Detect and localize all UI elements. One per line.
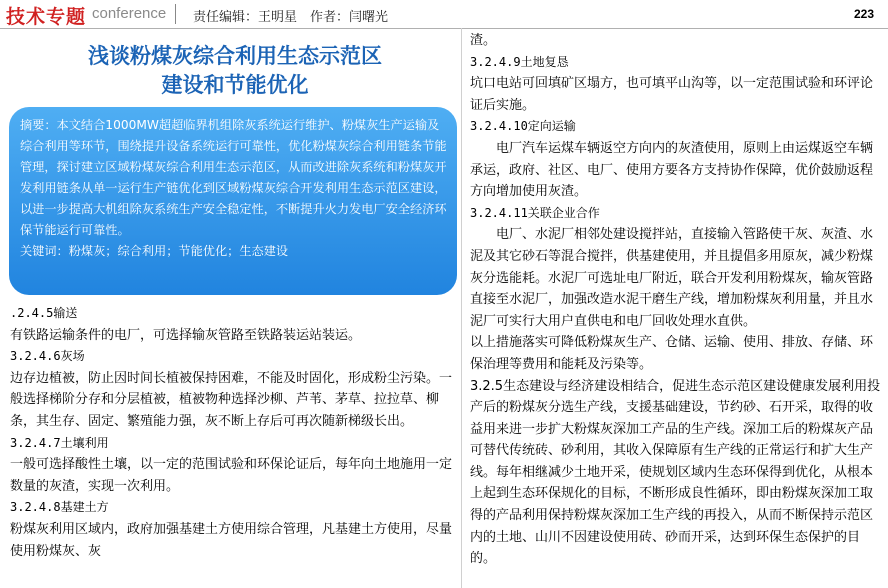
right-column: [470, 30, 882, 570]
column-brand-en: conference: [92, 5, 167, 22]
page-header: [0, 0, 888, 28]
section-heading: 3.2.4.11关联企业合作: [470, 205, 600, 220]
section-heading: 3.2.4.7土壤利用: [10, 435, 109, 450]
section-heading: .2.4.5输送: [10, 306, 78, 320]
column-brand: 技术专题: [6, 6, 87, 28]
column-divider: [461, 28, 462, 588]
page-number: 223: [853, 7, 874, 21]
title-line-1: 浅谈粉煤灰综合利用生态示范区: [88, 44, 382, 68]
header-rule: [0, 28, 888, 29]
section-heading: 3.2.4.8基建土方: [10, 500, 109, 515]
section-heading: 3.2.4.6灰场: [10, 349, 85, 364]
keywords: 关键词：粉煤灰；综合利用；节能优化；生态建设: [20, 244, 289, 258]
body-paragraph: 粉煤灰利用区域内，政府加强基建土方使用综合管理，凡基建土方使用，尽量使用粉煤灰、灰: [10, 521, 453, 559]
body-paragraph: 边存边植被，防止因时间长植被保持困难，不能及时固化，形成粉尘污染。一般选择梯阶分存和分层植被，植被物种选择沙柳、芦苇、茅草、拉拉草、柳条，其生存、固定、繁殖能力强，灰不断上存后可再次随新梯级长出。: [10, 370, 453, 429]
body-paragraph: 以上措施落实可降低粉煤灰生产、仓储、运输、使用、排放、存储、环保治理等费用和能耗及污染等。: [470, 335, 874, 372]
body-paragraph: 一般可选择酸性土壤，以一定的范围试验和环保论证后，每年向土地施用一定数量的灰渣，实现一次利用。: [10, 457, 453, 494]
header-divider: [175, 4, 176, 24]
body-paragraph: 3.2.5生态建设与经济建设相结合，促进生态示范区建设健康发展利用投产后的粉煤灰分选生产线，支援基础建设，节约砂、石开采，取得的收益用来进一步扩大粉煤灰深加工产品的生产线。深加工后的粉煤灰产品可替代传统砖、砂利用，其收入保障原有生产线的正常运行和扩大生产线。每年相继减少土地开采，使规划区域内生态环保得到优化，从根本上起到生态环保规化的目标，不断形成良性循环，即由粉煤灰深加工取得的产品利用保持粉煤灰深加工生产线的再投入，从而不断保持示范区内的土地、山川不因建设使用砖、砂而开采，达到环保生态保护的目的。: [470, 378, 881, 567]
abstract-box: [9, 107, 457, 295]
title-line-2: 建设和节能优化: [161, 73, 309, 97]
section-heading: 3.2.4.10定向运输: [470, 119, 576, 134]
body-paragraph: 电厂汽车运煤车辆返空方向内的灰渣使用，原则上由运煤返空车辆承运，政府、社区、电厂、使用方要各方支持协作保障，优价鼓励返程方向增加使用灰渣。: [470, 140, 874, 200]
body-paragraph: 有铁路运输条件的电厂，可选择输灰管路至铁路装运站装运。: [10, 327, 362, 343]
body-paragraph: 坑口电站可回填矿区塌方，也可填平山沟等，以一定范围试验和环评论证后实施。: [470, 76, 874, 113]
section-heading: 3.2.4.9土地复恳: [470, 54, 569, 69]
abstract-text: 摘要：本文结合1000MW超超临界机组除灰系统运行维护、粉煤灰生产运输及综合利用等环节，围绕提升设备系统运行可靠性，优化粉煤灰综合利用链条节能管理，探讨建立区域粉煤灰综合利用生态示范区，从而改进除灰系统和粉煤灰开发利用链条从单一运行生产链优化到区域粉煤灰综合开发利用生态示范区建设，以进一步提高大机组除灰系统生产安全稳定性，不断提升火力发电厂安全经济环保节能运行可靠性。: [20, 118, 447, 237]
body-paragraph: 电厂、水泥厂相邻处建设搅拌站，直接输入管路使干灰、灰渣、水泥及其它砂石等混合搅拌，供基建使用，并且提倡多用原灰，减少粉煤灰分选能耗。水泥厂可选址电厂附近，联合开发利用粉煤灰，输灰管路直接至水泥厂，加强改造水泥干磨生产线，增加粉煤灰利用量，并且水泥厂可实行大用户直供电和电厂回收处理水直供。: [470, 227, 874, 329]
article-title: [10, 42, 460, 100]
body-paragraph: 渣。: [470, 33, 497, 48]
editor-author: 责任编辑：王明星 作者：闫曙光: [193, 10, 389, 25]
left-column: [10, 303, 460, 562]
